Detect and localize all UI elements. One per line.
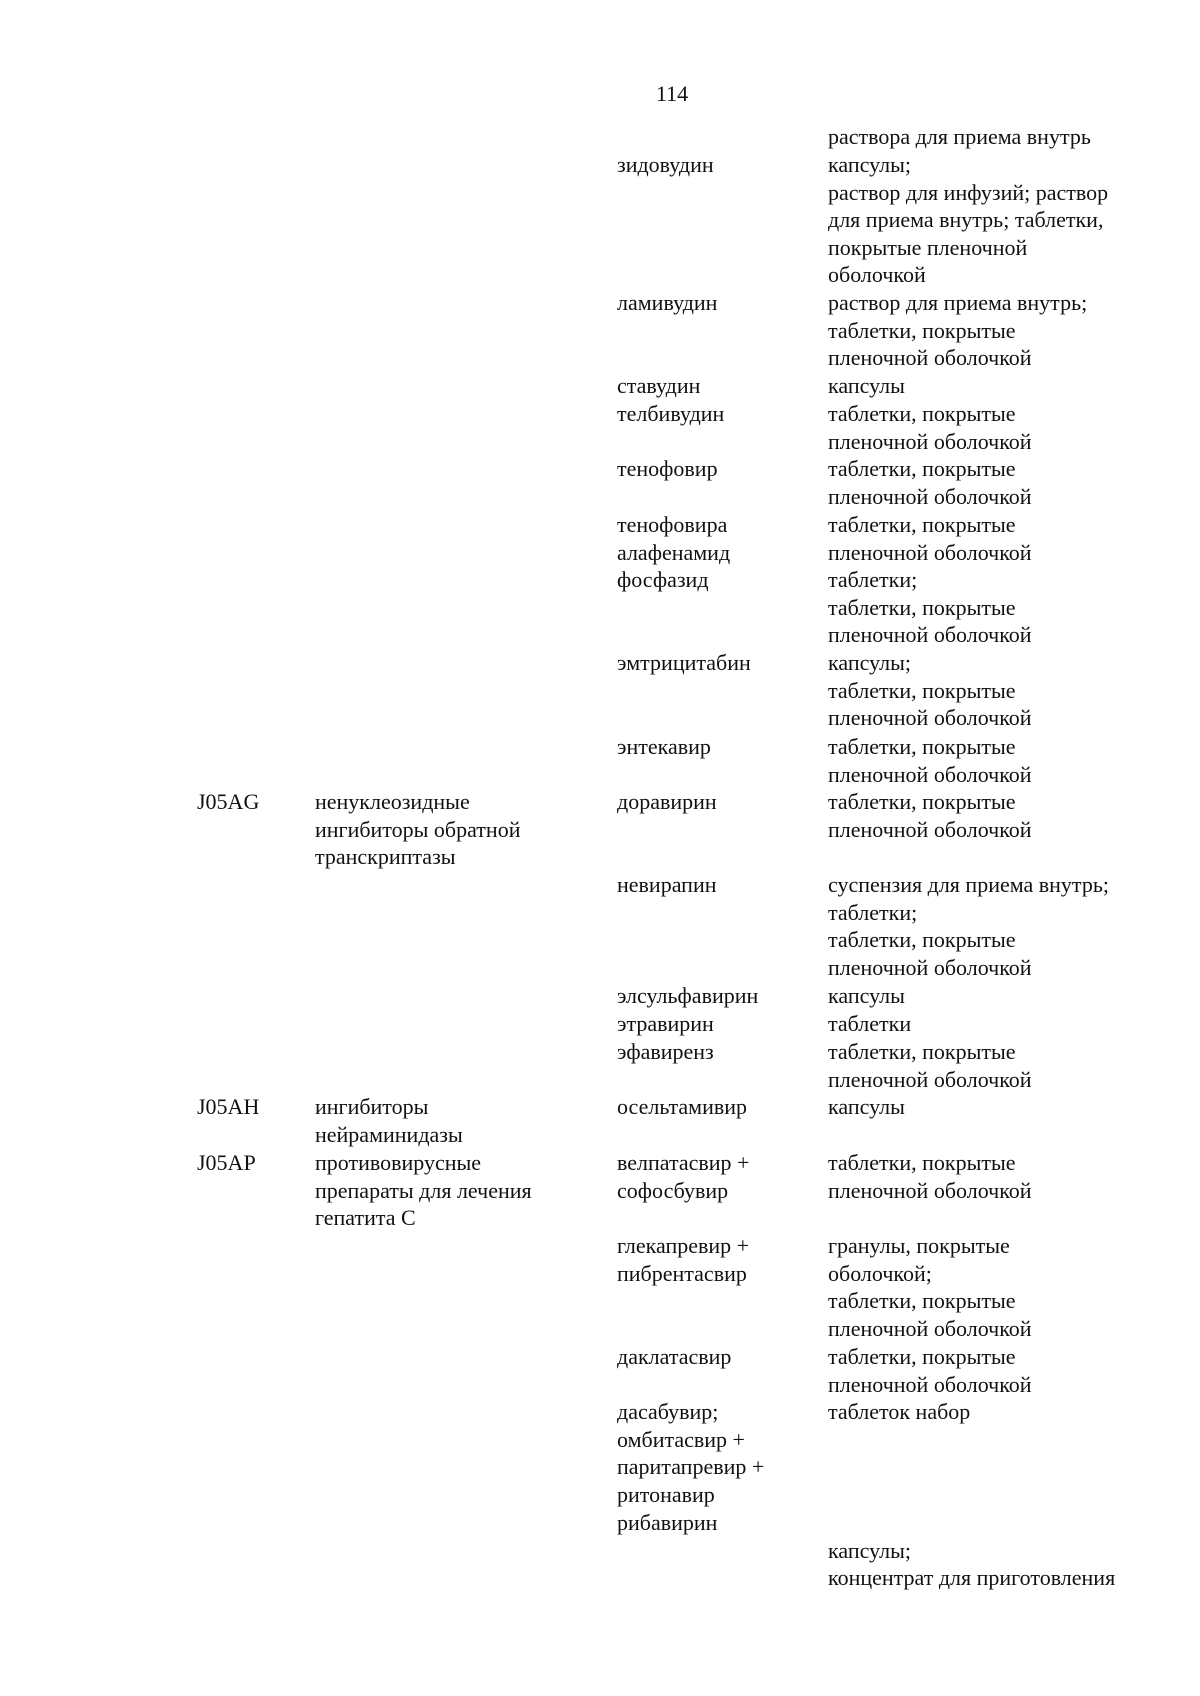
drug-name: элсульфавирин: [617, 983, 759, 1008]
drug-name: дасабувир; омбитасвир + паритапревир + ритонавир: [617, 1399, 765, 1507]
dosage-form: гранулы, покрытые оболочкой; таблетки, покрытые пленочной оболочкой: [828, 1233, 1032, 1341]
drug-name: тенофовира алафенамид: [617, 512, 731, 565]
drug-name: невирапин: [617, 872, 717, 897]
dosage-form: таблетки, покрытые пленочной оболочкой: [828, 734, 1032, 787]
drug-group: ненуклеозидные ингибиторы обратной транскриптазы: [315, 789, 521, 870]
page-number: 114: [656, 81, 689, 106]
dosage-form: таблетки, покрытые пленочной оболочкой: [828, 1039, 1032, 1092]
drug-name: энтекавир: [617, 734, 711, 759]
dosage-form: капсулы: [828, 373, 905, 398]
dosage-form: таблеток набор: [828, 1399, 971, 1424]
drug-name: доравирин: [617, 789, 717, 814]
dosage-form: таблетки, покрытые пленочной оболочкой: [828, 1150, 1032, 1203]
atc-code: J05AH: [197, 1094, 260, 1119]
drug-name: тенофовир: [617, 456, 718, 481]
dosage-form: капсулы; раствор для инфузий; раствор для приема внутрь; таблетки, покрытые пленочной оболочкой: [828, 152, 1109, 288]
atc-code: J05AP: [197, 1150, 256, 1175]
drug-name: зидовудин: [617, 152, 714, 177]
drug-name: ламивудин: [617, 290, 718, 315]
dosage-form: таблетки, покрытые пленочной оболочкой: [828, 512, 1032, 565]
drug-name: ставудин: [617, 373, 701, 398]
dosage-form: таблетки, покрытые пленочной оболочкой: [828, 789, 1032, 842]
drug-name: глекапревир + пибрентасвир: [617, 1233, 750, 1286]
dosage-form: капсулы; концентрат для приготовления: [828, 1537, 1116, 1591]
dosage-form: таблетки, покрытые пленочной оболочкой: [828, 401, 1032, 454]
dosage-form: таблетки, покрытые пленочной оболочкой: [828, 456, 1032, 509]
drug-name: телбивудин: [617, 401, 725, 426]
drug-group: ингибиторы нейраминидазы: [315, 1094, 463, 1147]
dosage-form: капсулы: [828, 983, 905, 1008]
dosage-form: капсулы: [828, 1094, 905, 1119]
drug-name: этравирин: [617, 1011, 714, 1036]
drug-name: эфавиренз: [617, 1039, 714, 1064]
drug-group: противовирусные препараты для лечения гепатита С: [315, 1150, 532, 1231]
dosage-form: таблетки: [828, 1011, 912, 1036]
dosage-form: раствор для приема внутрь; таблетки, покрытые пленочной оболочкой: [828, 290, 1088, 371]
drug-name: даклатасвир: [617, 1344, 732, 1369]
dosage-form: таблетки; таблетки, покрытые пленочной оболочкой: [828, 567, 1032, 648]
dosage-form: таблетки, покрытые пленочной оболочкой: [828, 1344, 1032, 1397]
drug-name: велпатасвир + софосбувир: [617, 1150, 750, 1203]
drug-name: эмтрицитабин: [617, 650, 751, 675]
atc-code: J05AG: [197, 789, 260, 814]
drug-name: рибавирин: [617, 1510, 718, 1535]
drug-name: фосфазид: [617, 567, 709, 592]
drug-name: осельтамивир: [617, 1094, 748, 1119]
dosage-form: капсулы; таблетки, покрытые пленочной оболочкой: [828, 650, 1032, 731]
dosage-form: суспензия для приема внутрь; таблетки; таблетки, покрытые пленочной оболочкой: [828, 872, 1109, 980]
dosage-form: раствора для приема внутрь: [828, 124, 1091, 149]
